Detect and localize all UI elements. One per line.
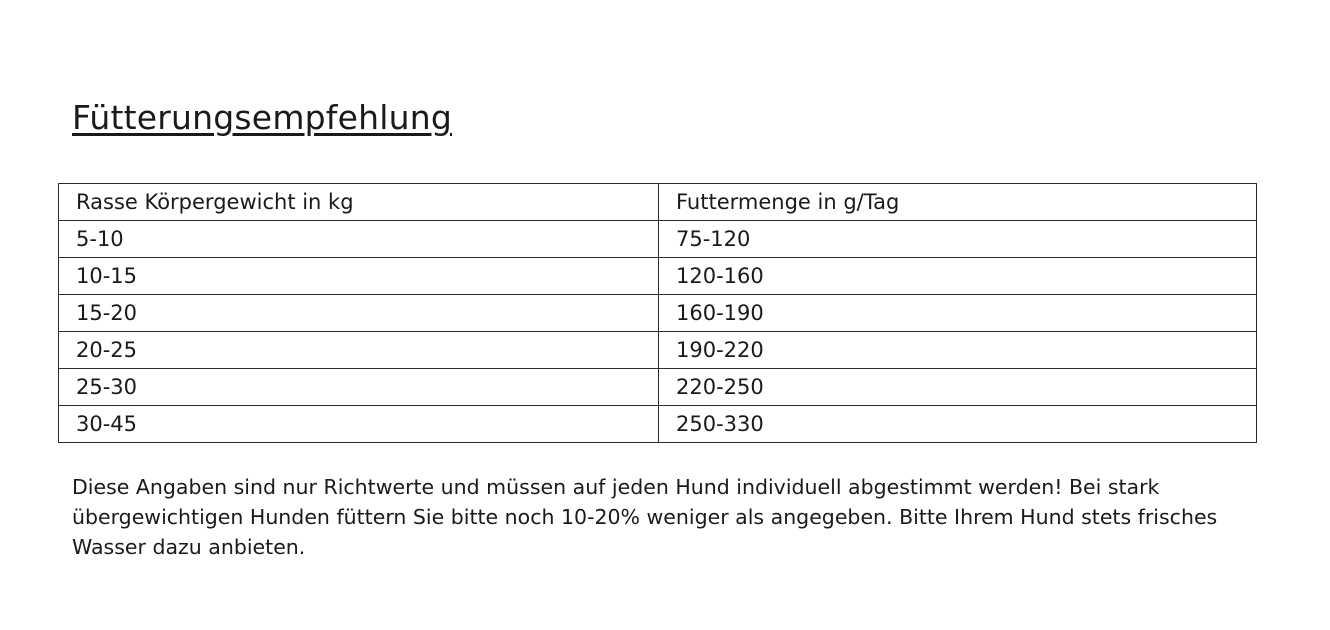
cell-bodyweight: 30-45 [59,406,659,443]
cell-bodyweight: 5-10 [59,221,659,258]
cell-foodamount: 220-250 [659,369,1257,406]
cell-bodyweight: 10-15 [59,258,659,295]
column-header-foodamount: Futtermenge in g/Tag [659,184,1257,221]
table-row [59,295,1257,332]
cell-bodyweight: 20-25 [59,332,659,369]
feeding-note-text: Diese Angaben sind nur Richtwerte und müssen auf jeden Hund individuell abgestimmt werden! Bei stark übergewichtigen Hunden füttern Sie bitte noch 10-20% weniger als angegeben. Bitte Ihrem Hund stets frisches Wasser dazu anbieten. [72,475,1218,559]
cell-bodyweight: 15-20 [59,295,659,332]
feeding-recommendation-table [58,183,1257,443]
table-row [59,332,1257,369]
table-header-row [59,184,1257,221]
cell-foodamount: 160-190 [659,295,1257,332]
cell-foodamount: 250-330 [659,406,1257,443]
table-row [59,258,1257,295]
cell-foodamount: 190-220 [659,332,1257,369]
page-title: Fütterungsempfehlung [72,98,452,137]
cell-bodyweight: 25-30 [59,369,659,406]
table-row [59,221,1257,258]
cell-foodamount: 120-160 [659,258,1257,295]
column-header-bodyweight: Rasse Körpergewicht in kg [59,184,659,221]
cell-foodamount: 75-120 [659,221,1257,258]
table-row [59,406,1257,443]
table-row [59,369,1257,406]
